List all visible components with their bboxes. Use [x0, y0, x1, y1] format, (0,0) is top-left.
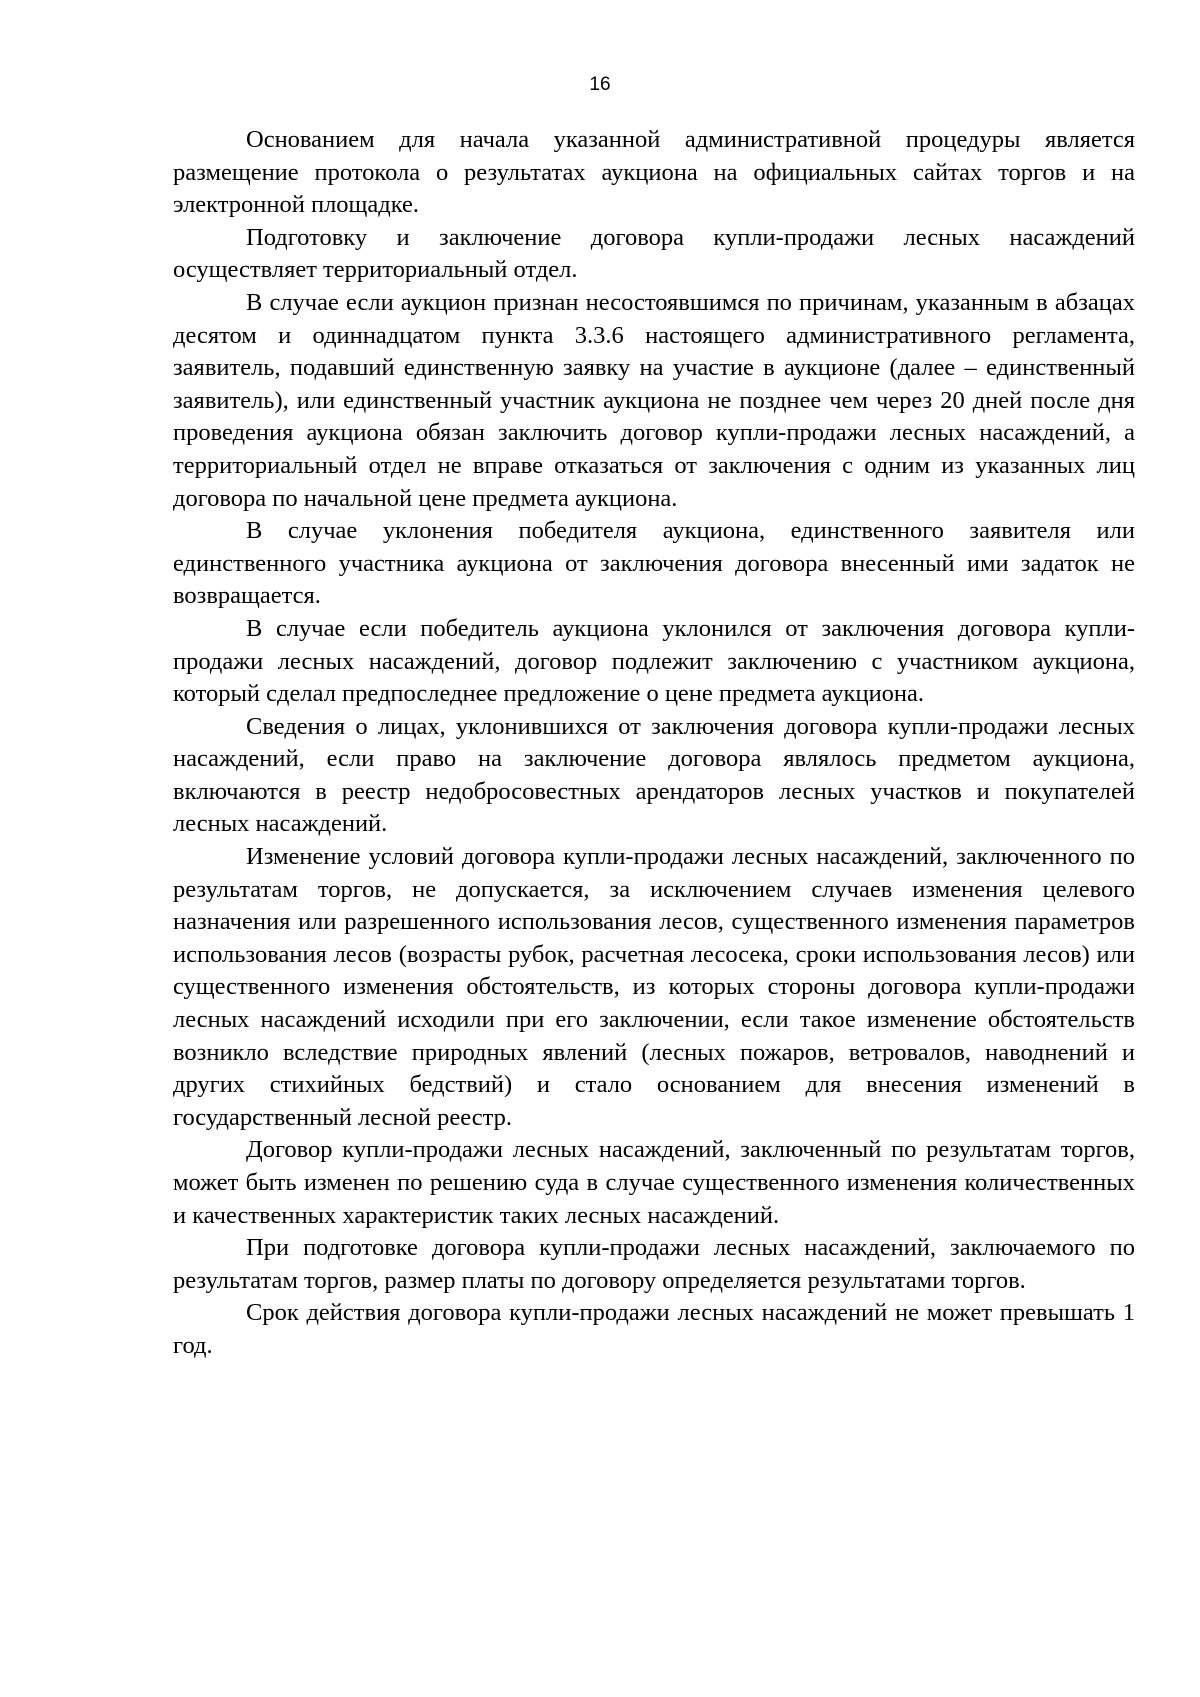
- paragraph: Сведения о лицах, уклонившихся от заключения договора купли-продажи лесных насаждений, если право на заключение договора являлось предметом аукциона, включаются в реестр недобросовестных арендаторов лесных участков и покупателей лесных насаждений.: [173, 712, 1135, 838]
- paragraph: В случае если аукцион признан несостоявшимся по причинам, указанным в абзацах десятом и одиннадцатом пункта 3.3.6 настоящего административного регламента, заявитель, подавший единственную заявку на участие в аукционе (далее – единственный заявитель), или единственный участник аукциона не позднее чем через 20 дней после дня проведения аукциона обязан заключить договор купли-продажи лесных насаждений, а территориальный отдел не вправе отказаться от заключения с одним из указанных лиц договора по начальной цене предмета аукциона.: [173, 288, 1135, 512]
- paragraph: Договор купли-продажи лесных насаждений, заключенный по результатам торгов, может быть изменен по решению суда в случае существенного изменения количественных и качественных характеристик таких лесных насаждений.: [173, 1136, 1135, 1229]
- paragraph: Подготовку и заключение договора купли-продажи лесных насаждений осуществляет территориальный отдел.: [173, 223, 1135, 284]
- paragraph: При подготовке договора купли-продажи лесных насаждений, заключаемого по результатам торгов, размер платы по договору определяется результатами торгов.: [173, 1234, 1135, 1294]
- paragraph: В случае если победитель аукциона уклонился от заключения договора купли-продажи лесных насаждений, договор подлежит заключению с участником аукциона, который сделал предпоследнее предложение о цене предмета аукциона.: [173, 614, 1135, 708]
- paragraph: Изменение условий договора купли-продажи лесных насаждений, заключенного по результатам торгов, не допускается, за исключением случаев изменения целевого назначения или разрешенного использования лесов, существенного изменения параметров использования лесов (возрасты рубок, расчетная лесосека, сроки использования лесов) или существенного изменения обстоятельств, из которых стороны договора купли-продажи лесных насаждений исходили при его заключении, если такое изменение обстоятельств возникло вследствие природных явлений (лесных пожаров, ветровалов, наводнений и других стихийных бедствий) и стало основанием для внесения изменений в государственный лесной реестр.: [173, 843, 1135, 1131]
- paragraph: Основанием для начала указанной административной процедуры является размещение протокола о результатах аукциона на официальных сайтах торгов и на электронной площадке.: [173, 126, 1135, 219]
- page-number: 16: [589, 74, 611, 95]
- document-body: [173, 124, 1135, 1363]
- paragraph: Срок действия договора купли-продажи лесных насаждений не может превышать 1 год.: [173, 1299, 1135, 1359]
- paragraph: В случае уклонения победителя аукциона, единственного заявителя или единственного участника аукциона от заключения договора внесенный ими задаток не возвращается.: [173, 517, 1135, 610]
